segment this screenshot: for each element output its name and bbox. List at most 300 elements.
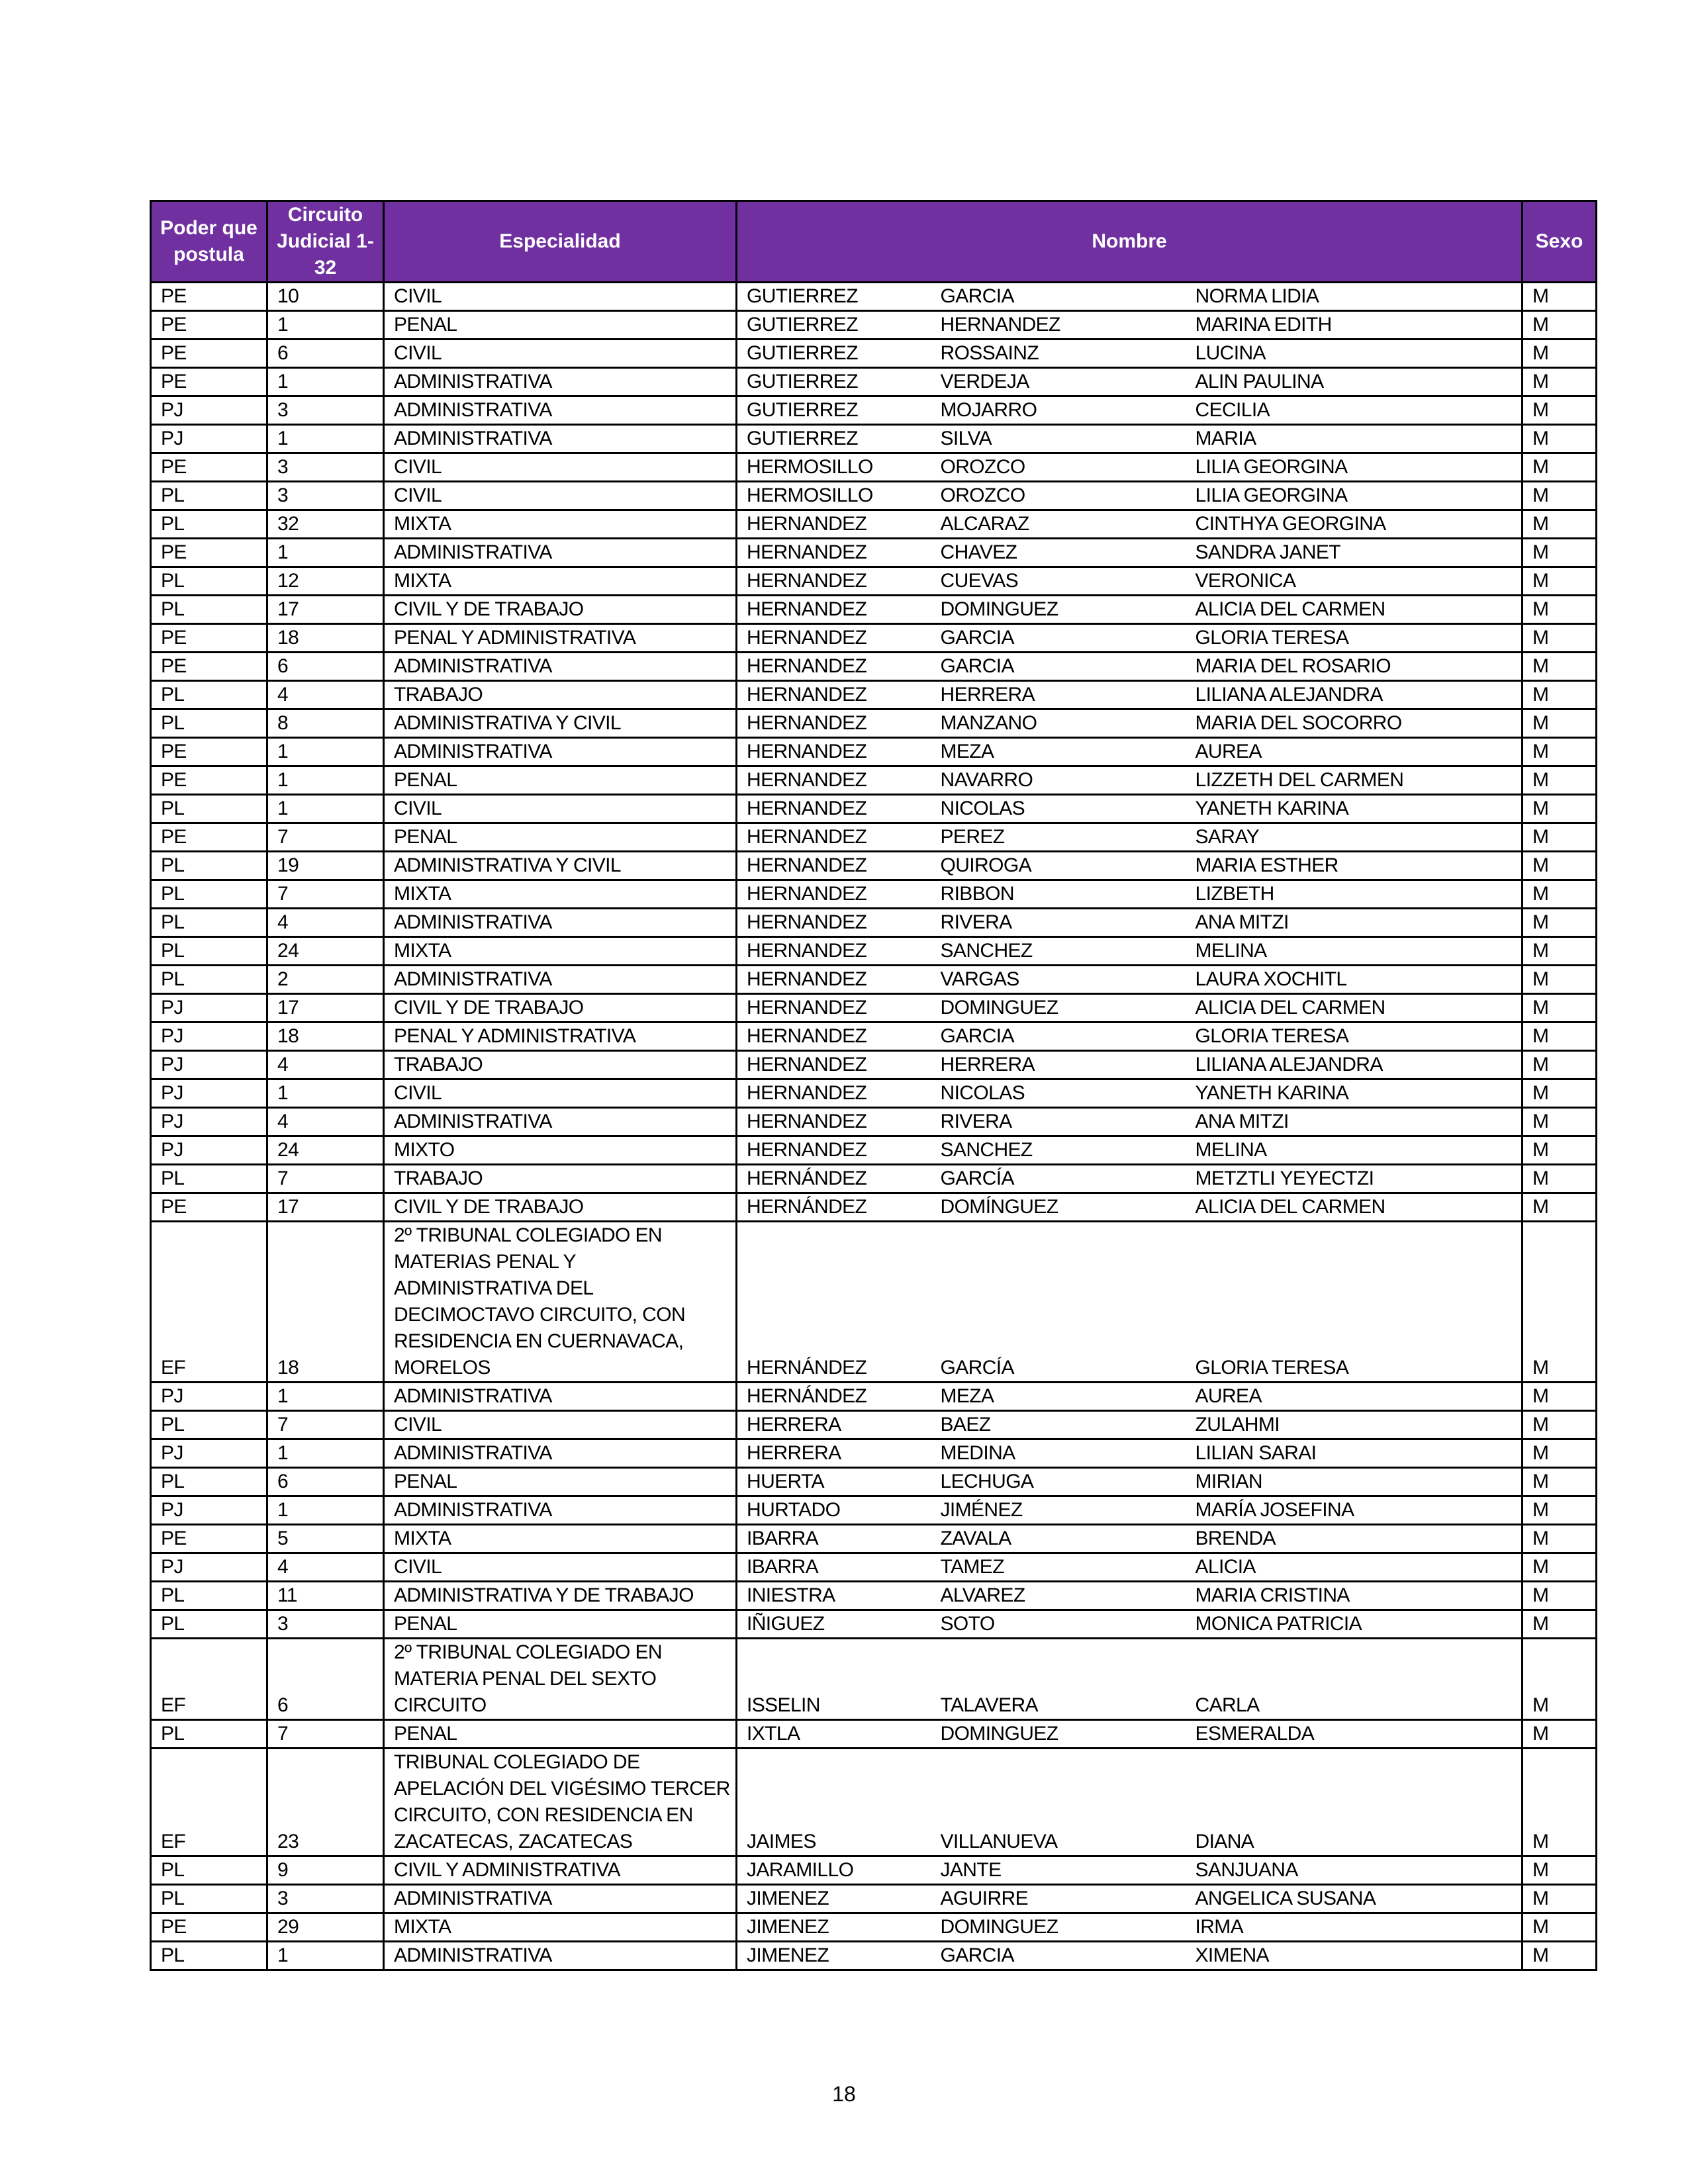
cell-especialidad: MIXTO	[384, 1136, 737, 1165]
cell-apellido-materno: VERDEJA	[931, 368, 1186, 396]
cell-apellido-paterno: HERMOSILLO	[737, 453, 931, 482]
cell-sexo: M	[1523, 1885, 1597, 1913]
cell-nombres: DIANA	[1186, 1749, 1523, 1856]
cell-apellido-paterno: IXTLA	[737, 1720, 931, 1749]
table-row	[151, 596, 1597, 624]
cell-sexo: M	[1523, 1639, 1597, 1720]
cell-sexo: M	[1523, 1383, 1597, 1411]
cell-nombres: GLORIA TERESA	[1186, 624, 1523, 653]
header-poder: Poder que postula	[151, 201, 267, 283]
cell-sexo: M	[1523, 1553, 1597, 1582]
cell-apellido-paterno: HURTADO	[737, 1496, 931, 1525]
cell-apellido-paterno: GUTIERREZ	[737, 396, 931, 425]
cell-sexo: M	[1523, 653, 1597, 681]
table-row	[151, 567, 1597, 596]
cell-circuito: 1	[267, 766, 384, 795]
cell-nombres: MARIA ESTHER	[1186, 852, 1523, 880]
cell-nombres: YANETH KARINA	[1186, 1079, 1523, 1108]
cell-circuito: 6	[267, 1639, 384, 1720]
table-row	[151, 340, 1597, 368]
cell-poder: PL	[151, 1468, 267, 1496]
cell-circuito: 23	[267, 1749, 384, 1856]
cell-poder: PL	[151, 1411, 267, 1439]
cell-nombres: MARÍA JOSEFINA	[1186, 1496, 1523, 1525]
cell-sexo: M	[1523, 880, 1597, 909]
cell-circuito: 10	[267, 283, 384, 311]
cell-apellido-materno: OROZCO	[931, 453, 1186, 482]
cell-apellido-materno: TAMEZ	[931, 1553, 1186, 1582]
table-row	[151, 823, 1597, 852]
cell-especialidad: CIVIL	[384, 453, 737, 482]
cell-apellido-materno: DOMINGUEZ	[931, 1913, 1186, 1942]
cell-poder: PJ	[151, 396, 267, 425]
cell-circuito: 32	[267, 510, 384, 539]
cell-nombres: CECILIA	[1186, 396, 1523, 425]
cell-apellido-paterno: HERNANDEZ	[737, 795, 931, 823]
table-row	[151, 1051, 1597, 1079]
cell-especialidad: CIVIL	[384, 1411, 737, 1439]
cell-apellido-paterno: HERNÁNDEZ	[737, 1222, 931, 1383]
cell-sexo: M	[1523, 1079, 1597, 1108]
cell-apellido-paterno: GUTIERREZ	[737, 368, 931, 396]
cell-apellido-paterno: IBARRA	[737, 1525, 931, 1553]
cell-apellido-materno: SOTO	[931, 1610, 1186, 1639]
cell-circuito: 17	[267, 994, 384, 1023]
cell-apellido-paterno: JARAMILLO	[737, 1856, 931, 1885]
cell-apellido-materno: ALVAREZ	[931, 1582, 1186, 1610]
cell-nombres: MARINA EDITH	[1186, 311, 1523, 340]
cell-circuito: 18	[267, 624, 384, 653]
table-body	[151, 283, 1597, 1970]
table-row	[151, 1582, 1597, 1610]
cell-poder: PE	[151, 1193, 267, 1222]
cell-circuito: 4	[267, 909, 384, 937]
cell-apellido-paterno: GUTIERREZ	[737, 340, 931, 368]
table-row	[151, 1525, 1597, 1553]
cell-apellido-materno: DOMINGUEZ	[931, 1720, 1186, 1749]
cell-sexo: M	[1523, 283, 1597, 311]
cell-apellido-materno: JANTE	[931, 1856, 1186, 1885]
table-row	[151, 453, 1597, 482]
cell-poder: PJ	[151, 1108, 267, 1136]
cell-especialidad: ADMINISTRATIVA	[384, 1383, 737, 1411]
cell-apellido-paterno: GUTIERREZ	[737, 283, 931, 311]
cell-poder: PL	[151, 1885, 267, 1913]
cell-nombres: LILIANA ALEJANDRA	[1186, 681, 1523, 709]
cell-apellido-materno: GARCIA	[931, 1942, 1186, 1970]
cell-apellido-paterno: HERNANDEZ	[737, 880, 931, 909]
cell-apellido-materno: GARCÍA	[931, 1165, 1186, 1193]
candidates-table	[150, 200, 1597, 1971]
cell-circuito: 6	[267, 653, 384, 681]
cell-especialidad: MIXTA	[384, 937, 737, 966]
cell-especialidad: PENAL	[384, 766, 737, 795]
cell-apellido-materno: SANCHEZ	[931, 1136, 1186, 1165]
cell-sexo: M	[1523, 1856, 1597, 1885]
cell-nombres: MONICA PATRICIA	[1186, 1610, 1523, 1639]
cell-apellido-paterno: HERNANDEZ	[737, 738, 931, 766]
cell-sexo: M	[1523, 994, 1597, 1023]
cell-apellido-materno: SANCHEZ	[931, 937, 1186, 966]
cell-apellido-materno: PEREZ	[931, 823, 1186, 852]
cell-sexo: M	[1523, 1411, 1597, 1439]
cell-especialidad: PENAL	[384, 1720, 737, 1749]
table-row	[151, 482, 1597, 510]
header-especialidad: Especialidad	[384, 201, 737, 283]
cell-nombres: MARIA DEL ROSARIO	[1186, 653, 1523, 681]
cell-circuito: 7	[267, 1411, 384, 1439]
cell-apellido-paterno: HERNANDEZ	[737, 1136, 931, 1165]
cell-apellido-paterno: HERNANDEZ	[737, 567, 931, 596]
cell-apellido-paterno: JIMENEZ	[737, 1913, 931, 1942]
cell-especialidad: ADMINISTRATIVA Y CIVIL	[384, 709, 737, 738]
cell-especialidad: MIXTA	[384, 1913, 737, 1942]
cell-apellido-materno: LECHUGA	[931, 1468, 1186, 1496]
cell-apellido-materno: GARCIA	[931, 624, 1186, 653]
table-row	[151, 738, 1597, 766]
cell-especialidad: ADMINISTRATIVA	[384, 1108, 737, 1136]
cell-apellido-materno: DOMINGUEZ	[931, 994, 1186, 1023]
cell-especialidad: CIVIL Y DE TRABAJO	[384, 596, 737, 624]
cell-especialidad: CIVIL Y DE TRABAJO	[384, 1193, 737, 1222]
cell-apellido-paterno: HERRERA	[737, 1411, 931, 1439]
cell-sexo: M	[1523, 823, 1597, 852]
cell-sexo: M	[1523, 795, 1597, 823]
cell-sexo: M	[1523, 1165, 1597, 1193]
header-circuito: Circuito Judicial 1-32	[267, 201, 384, 283]
cell-circuito: 24	[267, 1136, 384, 1165]
cell-poder: PJ	[151, 1553, 267, 1582]
header-sexo: Sexo	[1523, 201, 1597, 283]
cell-sexo: M	[1523, 1525, 1597, 1553]
cell-sexo: M	[1523, 1051, 1597, 1079]
cell-apellido-paterno: HERNÁNDEZ	[737, 1165, 931, 1193]
cell-nombres: MARIA CRISTINA	[1186, 1582, 1523, 1610]
cell-poder: PL	[151, 1856, 267, 1885]
cell-nombres: LUCINA	[1186, 340, 1523, 368]
cell-circuito: 1	[267, 1079, 384, 1108]
cell-poder: PL	[151, 1942, 267, 1970]
table-row	[151, 1222, 1597, 1383]
cell-apellido-materno: VARGAS	[931, 966, 1186, 994]
cell-nombres: XIMENA	[1186, 1942, 1523, 1970]
cell-apellido-materno: GARCIA	[931, 653, 1186, 681]
cell-nombres: LAURA XOCHITL	[1186, 966, 1523, 994]
cell-apellido-paterno: HERNANDEZ	[737, 624, 931, 653]
cell-sexo: M	[1523, 1439, 1597, 1468]
cell-nombres: LIZBETH	[1186, 880, 1523, 909]
table-row	[151, 1913, 1597, 1942]
cell-especialidad: ADMINISTRATIVA	[384, 966, 737, 994]
cell-sexo: M	[1523, 425, 1597, 453]
table-row	[151, 766, 1597, 795]
cell-nombres: AUREA	[1186, 1383, 1523, 1411]
cell-poder: PJ	[151, 425, 267, 453]
cell-nombres: ALICIA	[1186, 1553, 1523, 1582]
cell-nombres: IRMA	[1186, 1913, 1523, 1942]
cell-sexo: M	[1523, 567, 1597, 596]
cell-apellido-materno: CUEVAS	[931, 567, 1186, 596]
table-row	[151, 709, 1597, 738]
cell-nombres: LIZZETH DEL CARMEN	[1186, 766, 1523, 795]
cell-circuito: 2	[267, 966, 384, 994]
cell-apellido-paterno: HERNANDEZ	[737, 539, 931, 567]
cell-poder: PJ	[151, 1079, 267, 1108]
cell-apellido-materno: DOMÍNGUEZ	[931, 1193, 1186, 1222]
cell-nombres: MIRIAN	[1186, 1468, 1523, 1496]
cell-poder: PE	[151, 340, 267, 368]
cell-apellido-materno: MEZA	[931, 738, 1186, 766]
cell-nombres: ANA MITZI	[1186, 1108, 1523, 1136]
cell-especialidad: 2º TRIBUNAL COLEGIADO EN MATERIAS PENAL Y ADMINISTRATIVA DEL DECIMOCTAVO CIRCUITO, CON RESIDENCIA EN CUERNAVACA, MORELOS	[384, 1222, 737, 1383]
cell-nombres: ZULAHMI	[1186, 1411, 1523, 1439]
cell-apellido-materno: RIVERA	[931, 909, 1186, 937]
table-header-row	[151, 201, 1597, 283]
cell-poder: PE	[151, 283, 267, 311]
cell-circuito: 1	[267, 1496, 384, 1525]
table-row	[151, 311, 1597, 340]
cell-apellido-materno: MOJARRO	[931, 396, 1186, 425]
cell-sexo: M	[1523, 396, 1597, 425]
cell-especialidad: ADMINISTRATIVA Y CIVIL	[384, 852, 737, 880]
table-row	[151, 1553, 1597, 1582]
cell-poder: PE	[151, 1913, 267, 1942]
cell-especialidad: ADMINISTRATIVA	[384, 1496, 737, 1525]
cell-apellido-materno: GARCIA	[931, 283, 1186, 311]
cell-apellido-paterno: HERNANDEZ	[737, 823, 931, 852]
cell-especialidad: ADMINISTRATIVA Y DE TRABAJO	[384, 1582, 737, 1610]
cell-apellido-paterno: IÑIGUEZ	[737, 1610, 931, 1639]
cell-circuito: 6	[267, 1468, 384, 1496]
cell-poder: PJ	[151, 994, 267, 1023]
cell-sexo: M	[1523, 596, 1597, 624]
cell-circuito: 1	[267, 368, 384, 396]
cell-apellido-materno: MEZA	[931, 1383, 1186, 1411]
table-row	[151, 1749, 1597, 1856]
cell-apellido-materno: CHAVEZ	[931, 539, 1186, 567]
table-row	[151, 368, 1597, 396]
table-row	[151, 653, 1597, 681]
cell-sexo: M	[1523, 1610, 1597, 1639]
cell-sexo: M	[1523, 1193, 1597, 1222]
table-row	[151, 1383, 1597, 1411]
cell-apellido-paterno: HERNANDEZ	[737, 596, 931, 624]
table-row	[151, 1136, 1597, 1165]
cell-poder: PE	[151, 368, 267, 396]
cell-circuito: 7	[267, 1720, 384, 1749]
cell-nombres: LILIAN SARAI	[1186, 1439, 1523, 1468]
table-row	[151, 1165, 1597, 1193]
cell-nombres: BRENDA	[1186, 1525, 1523, 1553]
cell-especialidad: CIVIL Y DE TRABAJO	[384, 994, 737, 1023]
cell-especialidad: ADMINISTRATIVA	[384, 539, 737, 567]
cell-poder: PJ	[151, 1383, 267, 1411]
cell-nombres: ALICIA DEL CARMEN	[1186, 596, 1523, 624]
cell-apellido-paterno: ISSELIN	[737, 1639, 931, 1720]
cell-poder: PL	[151, 681, 267, 709]
cell-especialidad: TRIBUNAL COLEGIADO DE APELACIÓN DEL VIGÉSIMO TERCER CIRCUITO, CON RESIDENCIA EN ZACATECAS, ZACATECAS	[384, 1749, 737, 1856]
cell-sexo: M	[1523, 1582, 1597, 1610]
table-row	[151, 795, 1597, 823]
cell-apellido-paterno: HERNANDEZ	[737, 909, 931, 937]
cell-apellido-paterno: GUTIERREZ	[737, 425, 931, 453]
cell-nombres: LILIA GEORGINA	[1186, 482, 1523, 510]
cell-circuito: 3	[267, 482, 384, 510]
cell-especialidad: ADMINISTRATIVA	[384, 1885, 737, 1913]
cell-apellido-paterno: HERNANDEZ	[737, 852, 931, 880]
cell-poder: PL	[151, 880, 267, 909]
cell-circuito: 7	[267, 823, 384, 852]
cell-poder: PL	[151, 909, 267, 937]
cell-nombres: YANETH KARINA	[1186, 795, 1523, 823]
cell-apellido-paterno: JAIMES	[737, 1749, 931, 1856]
cell-circuito: 29	[267, 1913, 384, 1942]
table-row	[151, 1610, 1597, 1639]
cell-especialidad: ADMINISTRATIVA	[384, 396, 737, 425]
cell-apellido-materno: NICOLAS	[931, 795, 1186, 823]
cell-circuito: 4	[267, 1108, 384, 1136]
cell-poder: PE	[151, 766, 267, 795]
table-row	[151, 1193, 1597, 1222]
cell-sexo: M	[1523, 1136, 1597, 1165]
cell-circuito: 8	[267, 709, 384, 738]
cell-nombres: LILIANA ALEJANDRA	[1186, 1051, 1523, 1079]
cell-apellido-paterno: HERNANDEZ	[737, 994, 931, 1023]
cell-especialidad: ADMINISTRATIVA	[384, 425, 737, 453]
cell-especialidad: PENAL	[384, 823, 737, 852]
cell-nombres: GLORIA TERESA	[1186, 1023, 1523, 1051]
cell-apellido-paterno: HERNANDEZ	[737, 1079, 931, 1108]
cell-poder: PL	[151, 966, 267, 994]
cell-circuito: 18	[267, 1023, 384, 1051]
cell-poder: PL	[151, 1165, 267, 1193]
cell-apellido-paterno: HERNANDEZ	[737, 709, 931, 738]
cell-nombres: ANA MITZI	[1186, 909, 1523, 937]
cell-sexo: M	[1523, 1496, 1597, 1525]
cell-poder: PE	[151, 653, 267, 681]
cell-circuito: 5	[267, 1525, 384, 1553]
cell-circuito: 12	[267, 567, 384, 596]
cell-apellido-materno: HERRERA	[931, 1051, 1186, 1079]
cell-apellido-materno: RIBBON	[931, 880, 1186, 909]
cell-apellido-materno: VILLANUEVA	[931, 1749, 1186, 1856]
cell-circuito: 6	[267, 340, 384, 368]
cell-especialidad: MIXTA	[384, 1525, 737, 1553]
cell-sexo: M	[1523, 340, 1597, 368]
cell-especialidad: ADMINISTRATIVA	[384, 1439, 737, 1468]
table-row	[151, 1856, 1597, 1885]
table-row	[151, 1079, 1597, 1108]
cell-poder: PL	[151, 937, 267, 966]
cell-apellido-materno: GARCÍA	[931, 1222, 1186, 1383]
cell-circuito: 4	[267, 1553, 384, 1582]
cell-circuito: 1	[267, 795, 384, 823]
cell-nombres: METZTLI YEYECTZI	[1186, 1165, 1523, 1193]
cell-sexo: M	[1523, 681, 1597, 709]
cell-sexo: M	[1523, 1749, 1597, 1856]
cell-poder: PJ	[151, 1439, 267, 1468]
cell-apellido-materno: RIVERA	[931, 1108, 1186, 1136]
cell-especialidad: TRABAJO	[384, 1165, 737, 1193]
cell-apellido-paterno: HERNANDEZ	[737, 653, 931, 681]
cell-especialidad: ADMINISTRATIVA	[384, 653, 737, 681]
table-row	[151, 1496, 1597, 1525]
cell-circuito: 1	[267, 1383, 384, 1411]
cell-apellido-paterno: HERNANDEZ	[737, 510, 931, 539]
cell-apellido-materno: QUIROGA	[931, 852, 1186, 880]
cell-sexo: M	[1523, 311, 1597, 340]
cell-poder: PE	[151, 823, 267, 852]
cell-circuito: 18	[267, 1222, 384, 1383]
cell-especialidad: CIVIL	[384, 283, 737, 311]
cell-circuito: 11	[267, 1582, 384, 1610]
cell-especialidad: CIVIL	[384, 340, 737, 368]
cell-especialidad: PENAL	[384, 311, 737, 340]
cell-especialidad: CIVIL Y ADMINISTRATIVA	[384, 1856, 737, 1885]
cell-sexo: M	[1523, 966, 1597, 994]
cell-circuito: 3	[267, 1885, 384, 1913]
cell-circuito: 9	[267, 1856, 384, 1885]
cell-circuito: 1	[267, 738, 384, 766]
cell-poder: PJ	[151, 1023, 267, 1051]
cell-apellido-paterno: HERNÁNDEZ	[737, 1383, 931, 1411]
cell-especialidad: ADMINISTRATIVA	[384, 1942, 737, 1970]
cell-sexo: M	[1523, 624, 1597, 653]
cell-especialidad: ADMINISTRATIVA	[384, 738, 737, 766]
cell-sexo: M	[1523, 1108, 1597, 1136]
cell-nombres: MARIA DEL SOCORRO	[1186, 709, 1523, 738]
cell-apellido-paterno: HERMOSILLO	[737, 482, 931, 510]
cell-apellido-materno: MANZANO	[931, 709, 1186, 738]
cell-apellido-materno: GARCIA	[931, 1023, 1186, 1051]
cell-poder: PL	[151, 596, 267, 624]
cell-apellido-paterno: HUERTA	[737, 1468, 931, 1496]
cell-nombres: ALIN PAULINA	[1186, 368, 1523, 396]
table-row	[151, 681, 1597, 709]
table-row	[151, 425, 1597, 453]
cell-nombres: LILIA GEORGINA	[1186, 453, 1523, 482]
cell-nombres: NORMA LIDIA	[1186, 283, 1523, 311]
cell-nombres: ANGELICA SUSANA	[1186, 1885, 1523, 1913]
cell-especialidad: CIVIL	[384, 1553, 737, 1582]
cell-circuito: 1	[267, 1439, 384, 1468]
cell-circuito: 3	[267, 1610, 384, 1639]
cell-poder: EF	[151, 1222, 267, 1383]
cell-apellido-materno: OROZCO	[931, 482, 1186, 510]
table-row	[151, 880, 1597, 909]
table-row	[151, 510, 1597, 539]
cell-especialidad: PENAL	[384, 1610, 737, 1639]
cell-apellido-materno: ALCARAZ	[931, 510, 1186, 539]
table-row	[151, 1942, 1597, 1970]
cell-nombres: ALICIA DEL CARMEN	[1186, 994, 1523, 1023]
cell-apellido-materno: TALAVERA	[931, 1639, 1186, 1720]
cell-apellido-paterno: HERNANDEZ	[737, 1051, 931, 1079]
cell-apellido-paterno: HERRERA	[737, 1439, 931, 1468]
cell-especialidad: MIXTA	[384, 880, 737, 909]
cell-poder: PL	[151, 567, 267, 596]
table-row	[151, 1885, 1597, 1913]
cell-especialidad: PENAL Y ADMINISTRATIVA	[384, 624, 737, 653]
table-row	[151, 1108, 1597, 1136]
cell-poder: PL	[151, 1720, 267, 1749]
header-nombre: Nombre	[737, 201, 1523, 283]
cell-apellido-materno: SILVA	[931, 425, 1186, 453]
cell-sexo: M	[1523, 909, 1597, 937]
cell-sexo: M	[1523, 1222, 1597, 1383]
cell-apellido-paterno: JIMENEZ	[737, 1885, 931, 1913]
cell-especialidad: MIXTA	[384, 567, 737, 596]
